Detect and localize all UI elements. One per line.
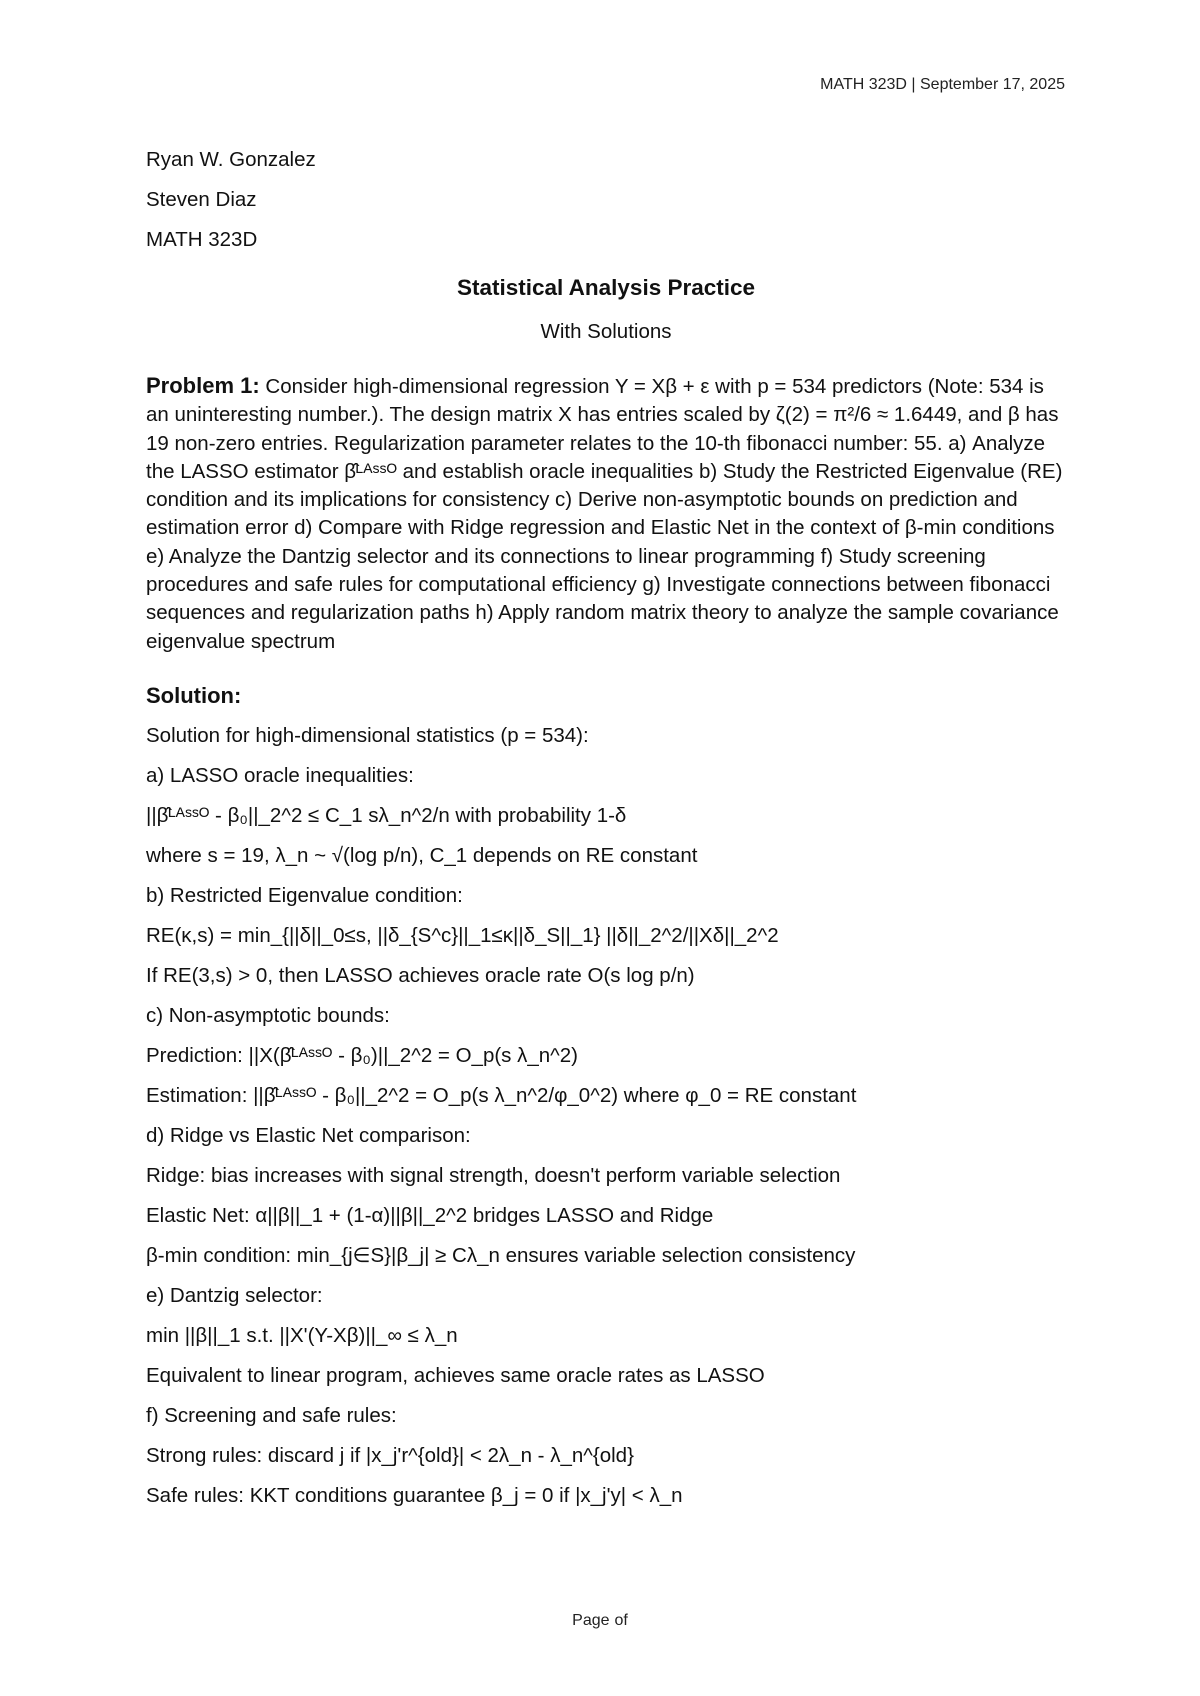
document-body <box>146 146 1066 1522</box>
author-name-2: Steven Diaz <box>146 188 257 211</box>
solution-line: b) Restricted Eigenvalue condition: <box>146 883 463 907</box>
solution-line: Solution for high-dimensional statistics (p = 534): <box>146 723 589 747</box>
solution-heading: Solution: <box>146 682 242 708</box>
solution-line: c) Non-asymptotic bounds: <box>146 1003 390 1027</box>
solution-line: ||β̂ᴸᴬˢˢᴼ - β₀||_2^2 ≤ C_1 sλ_n^2/n with probability 1-δ <box>146 803 627 827</box>
solution-line: a) LASSO oracle inequalities: <box>146 763 414 787</box>
problem-text: Consider high-dimensional regression Y = Xβ + ε with p = 534 predictors (Note: 534 is an uninteresting number.). The design matrix X has entries scaled by ζ(2) = π²/6 ≈ 1.6449, and β has 19 non-zero entries. Regularization parameter relates to the 10-th fibonacci number: 55. a) Analyze the LASSO estimator β̂ᴸᴬˢˢᴼ and establish oracle inequalities b) Study the Restricted Eigenvalue (RE) condition and its implications for consistency c) Derive non-asymptotic bounds on prediction and estimation error d) Compare with Ridge regression and Elastic Net in the context of β-min conditions e) Analyze the Dantzig selector and its connections to linear programming f) Study screening procedures and safe rules for computational efficiency g) Investigate connections between fibonacci sequences and regularization paths h) Apply random matrix theory to analyze the sample covariance eigenvalue spectrum <box>146 375 1063 653</box>
solution-line: Estimation: ||β̂ᴸᴬˢˢᴼ - β₀||_2^2 = O_p(s λ_n^2/φ_0^2) where φ_0 = RE constant <box>146 1083 857 1107</box>
solution-body <box>146 722 1066 1510</box>
page-footer <box>0 1612 1200 1630</box>
solution-line: f) Screening and safe rules: <box>146 1403 397 1427</box>
solution-line: Ridge: bias increases with signal strength, doesn't perform variable selection <box>146 1163 841 1187</box>
problem-statement <box>146 372 1066 656</box>
page-of-label: of <box>614 1612 628 1629</box>
solution-line: where s = 19, λ_n ~ √(log p/n), C_1 depends on RE constant <box>146 843 698 867</box>
solution-line: If RE(3,s) > 0, then LASSO achieves oracle rate O(s log p/n) <box>146 963 695 987</box>
course-name: MATH 323D <box>146 228 258 251</box>
problem-label: Problem 1: <box>146 373 260 398</box>
author-name-1: Ryan W. Gonzalez <box>146 148 316 171</box>
document-title: Statistical Analysis Practice <box>456 275 756 300</box>
solution-line: e) Dantzig selector: <box>146 1283 323 1307</box>
solution-line: β-min condition: min_{j∈S}|β_j| ≥ Cλ_n ensures variable selection consistency <box>146 1243 856 1267</box>
solution-line: RE(κ,s) = min_{||δ||_0≤s, ||δ_{S^c}||_1≤κ||δ_S||_1} ||δ||_2^2/||Xδ||_2^2 <box>146 923 779 947</box>
solution-line: Strong rules: discard j if |x_j'r^{old}| < 2λ_n - λ_n^{old} <box>146 1443 634 1467</box>
solution-line: Equivalent to linear program, achieves same oracle rates as LASSO <box>146 1363 765 1387</box>
solution-line: min ||β||_1 s.t. ||X'(Y-Xβ)||_∞ ≤ λ_n <box>146 1323 458 1347</box>
solution-line: Elastic Net: α||β||_1 + (1-α)||β||_2^2 bridges LASSO and Ridge <box>146 1203 714 1227</box>
solution-line: d) Ridge vs Elastic Net comparison: <box>146 1123 471 1147</box>
solution-line: Prediction: ||X(β̂ᴸᴬˢˢᴼ - β₀)||_2^2 = O_p(s λ_n^2) <box>146 1043 579 1067</box>
page-label: Page <box>572 1612 610 1629</box>
page-header: MATH 323D | September 17, 2025 <box>820 76 1065 93</box>
document-subtitle: With Solutions <box>540 320 672 343</box>
solution-line: Safe rules: KKT conditions guarantee β_j = 0 if |x_j'y| < λ_n <box>146 1483 683 1507</box>
